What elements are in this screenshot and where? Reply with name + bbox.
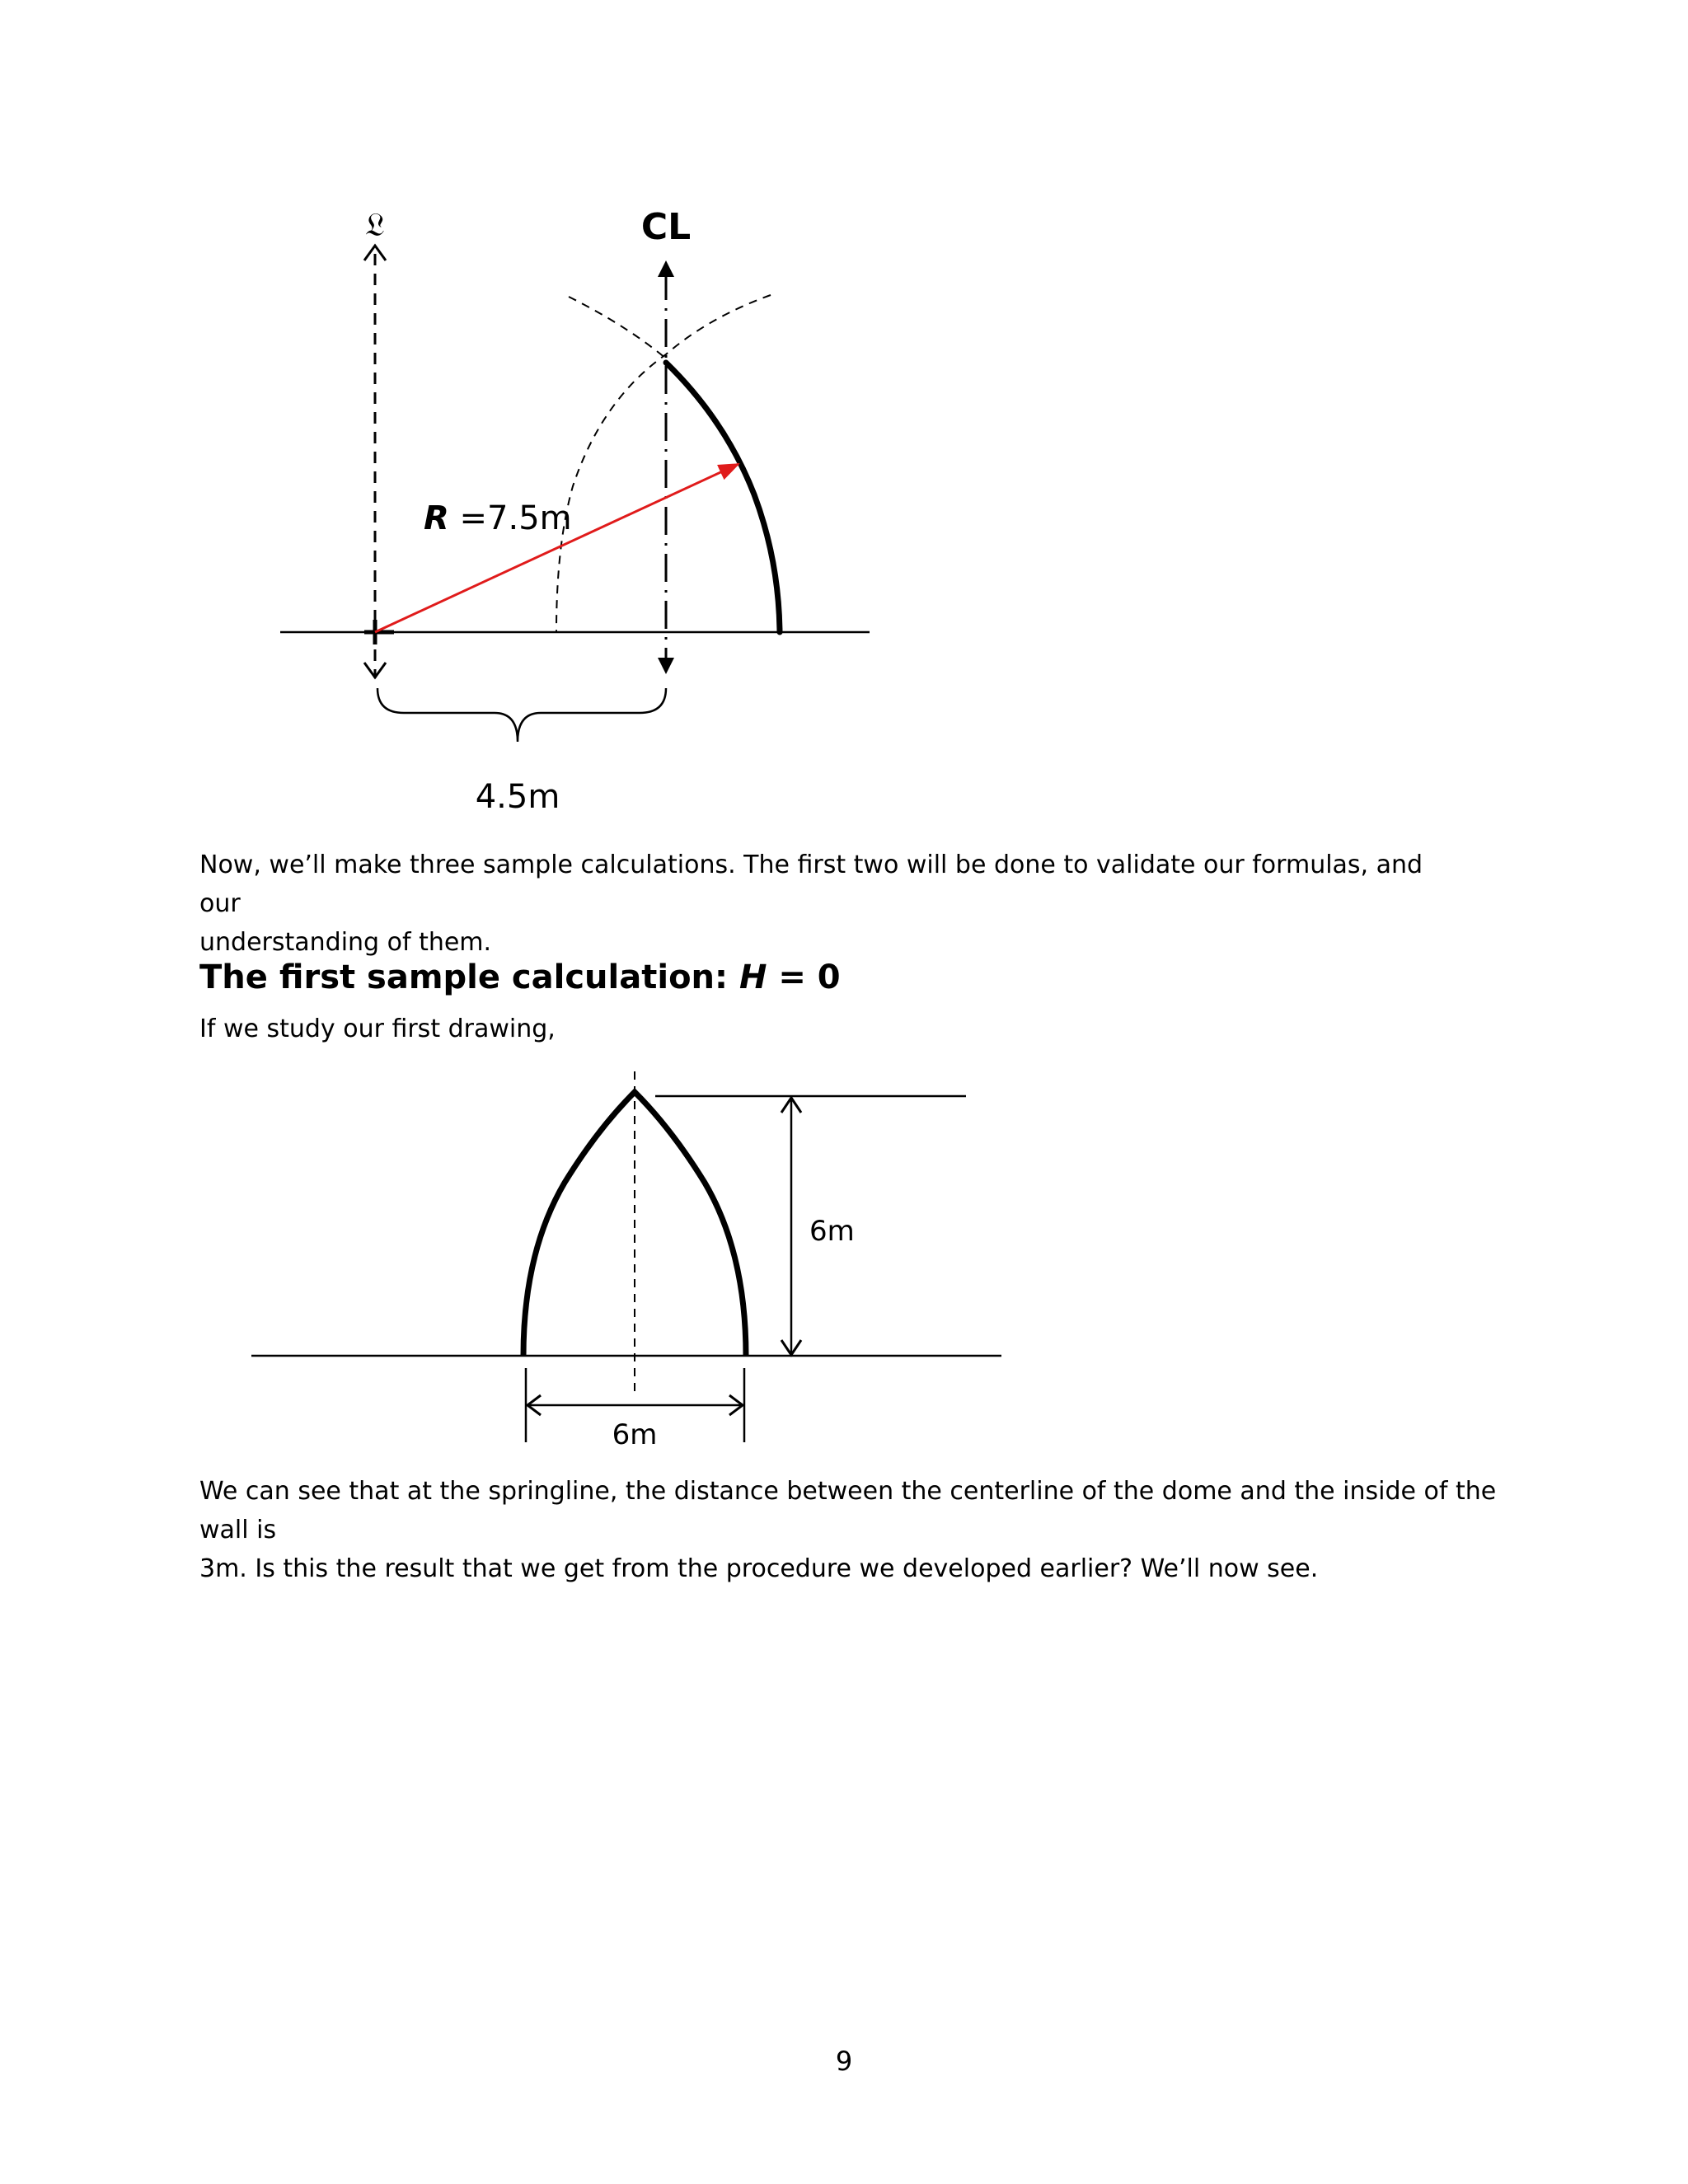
pointed-dome-diagram [0, 1047, 1022, 1459]
dome-outline [666, 363, 780, 632]
height-label: 6m [809, 1215, 855, 1248]
span-label: 4.5m [475, 778, 560, 816]
heading-variable: H [738, 958, 767, 996]
span-brace [377, 688, 666, 742]
radius-label: R =7.5m [424, 499, 572, 537]
section-heading [199, 956, 841, 999]
intro-line-1: Now, we’ll make three sample calculations. The first two will be done to validate our formulas, and our [199, 851, 1423, 918]
intro-line-2: understanding of them. [199, 928, 492, 957]
center-axis-label: CL [640, 206, 692, 248]
intro-paragraph [199, 846, 1436, 962]
width-label: 6m [612, 1418, 658, 1451]
left-axis-label: 𝔏 [365, 206, 385, 244]
construction-arc-left-top [569, 297, 666, 359]
observation-line-2: 3m. Is this the result that we get from the procedure we developed earlier? We’ll now see. [199, 1554, 1319, 1583]
observation-paragraph [199, 1472, 1518, 1588]
page-number: 9 [835, 2046, 853, 2077]
center-axis-top-arrow [658, 260, 674, 277]
center-axis-bottom-arrow [658, 658, 674, 674]
observation-line-1: We can see that at the springline, the distance between the centerline of the dome and the inside of the wall is [199, 1477, 1497, 1544]
lead-in: If we study our first drawing, [199, 1015, 556, 1043]
heading-text: The first sample calculation: [199, 958, 739, 996]
heading-suffix: = 0 [767, 958, 841, 996]
dome-radius-diagram [0, 198, 907, 832]
